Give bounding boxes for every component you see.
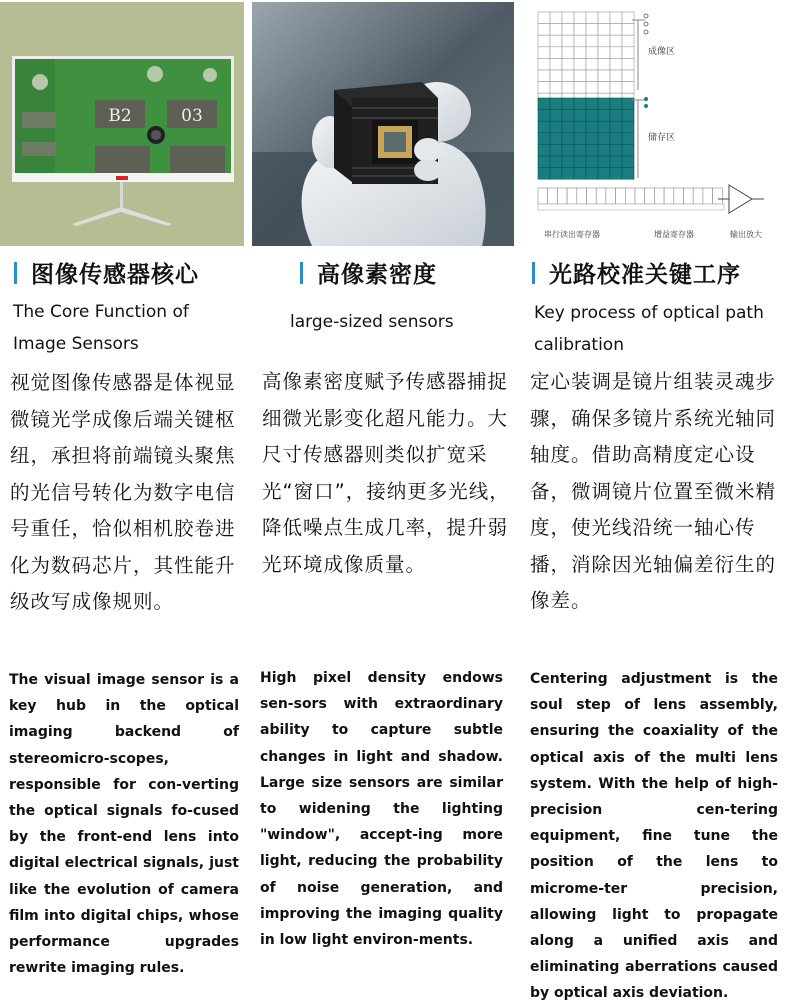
section-subtitle: The Core Function of Image Sensors: [13, 302, 189, 354]
section-heading: [14, 256, 199, 289]
chinese-body: 视觉图像传感器是体视显微镜光学成像后端关键枢纽，承担将前端镜头聚焦的光信号转化为数字电信号重任，恰似相机胶卷进化为数码芯片，其性能升级改写成像规则。: [10, 371, 236, 613]
english-body: High pixel density endows sen-sors with extraordinary ability to capture subtle changes in light and shadow. Large size sensors are similar to widening the lighting "window", accept-ing more light, reducing the probability of noise generation, and improving the imaging quality in low light environ-ments.: [260, 670, 503, 949]
section-title: 图像传感器核心: [31, 262, 199, 288]
camera-sensor-photo: [252, 2, 514, 246]
section-heading: [532, 256, 741, 289]
ccd-diagram: [520, 2, 788, 246]
serial-register-cells: [538, 188, 724, 210]
monitor-pcb-photo: [0, 2, 244, 246]
section-subtitle: Key process of optical path calibration: [534, 303, 764, 355]
section-heading: [300, 256, 437, 289]
section-subtitle: large-sized sensors: [290, 312, 454, 332]
gain-register-label: 增益寄存器: [654, 230, 694, 239]
storage-area-label: 储存区: [648, 133, 676, 143]
chinese-body: 高像素密度赋予传感器捕捉细微光影变化超凡能力。大尺寸传感器则类似扩宽采光“窗口”，接纳更多光线，降低噪点生成几率，提升弱光环境成像质量。: [262, 370, 510, 576]
heading-accent-bar: [532, 262, 535, 284]
storage-area-grid: [538, 98, 634, 179]
board-label-b2: B2: [108, 106, 132, 126]
camera-module-illustration: [252, 2, 514, 246]
heading-accent-bar: [14, 262, 17, 284]
english-body: The visual image sensor is a key hub in the optical imaging backend of stereomicro-scopes, responsible for con-verting the optical signals fo-cused by the front-end lens into digital electrical signals, just like the evolution of camera film into digital chips, whose performance upgrades rewrite imaging rules.: [9, 672, 239, 977]
imaging-area-grid: [538, 12, 634, 105]
section-title: 高像素密度: [317, 262, 437, 288]
english-body: Centering adjustment is the soul step of lens assembly, ensuring the coaxiality of the optical axis of the multi lens system. With the help of high-precision cen-tering equipment, fine tune the position of the lens to microme-ter precision, allowing light to propagate along a unified axis and eliminating aberrations caused by optical axis deviation.: [530, 671, 778, 1002]
board-label-03: 03: [181, 106, 203, 126]
heading-accent-bar: [300, 262, 303, 284]
section-title: 光路校准关键工序: [549, 262, 741, 288]
ccd-architecture-diagram: [520, 2, 788, 246]
imaging-area-label: 成像区: [648, 47, 676, 57]
output-amplifier-label: 输出放大: [730, 230, 762, 239]
monitor-illustration: [0, 2, 244, 246]
chinese-body: 定心装调是镜片组装灵魂步骤，确保多镜片系统光轴同轴度。借助高精度定心设备，微调镜片位置至微米精度，使光线沿统一轴心传播，消除因光轴偏差衍生的像差。: [530, 370, 777, 612]
serial-register-label: 串行读出寄存器: [544, 230, 600, 239]
